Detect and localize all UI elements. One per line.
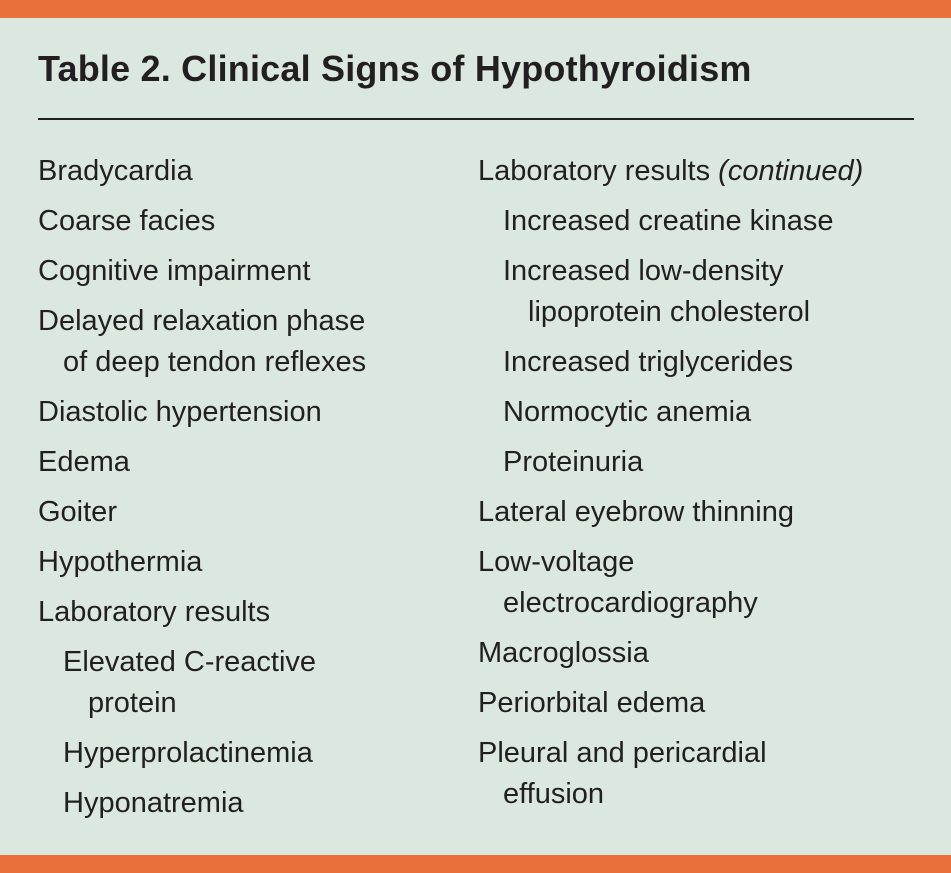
list-item: Lateral eyebrow thinning	[478, 496, 794, 528]
list-group-heading: Laboratory results (continued)	[478, 155, 864, 187]
list-item: Delayed relaxation phase of deep tendon reflexes	[38, 305, 367, 378]
list-item: Low-voltage electrocardiography	[478, 546, 758, 619]
list-subitem: Increased creatine kinase	[503, 205, 834, 237]
list-item: Periorbital edema	[478, 687, 706, 719]
top-accent-bar	[0, 0, 951, 18]
right-column	[478, 151, 918, 824]
list-item: Pleural and pericardial effusion	[478, 737, 767, 810]
list-subitem: Proteinuria	[503, 446, 644, 478]
list-subitem: Increased low-density lipoprotein cholesterol	[503, 255, 811, 328]
list-item: Diastolic hypertension	[38, 396, 322, 428]
list-item: Goiter	[38, 496, 117, 528]
table-title: Table 2. Clinical Signs of Hypothyroidism	[38, 48, 752, 89]
list-subitem: Normocytic anemia	[503, 396, 752, 428]
list-item: Bradycardia	[38, 155, 193, 187]
list-subitem: Increased triglycerides	[503, 346, 794, 378]
list-item: Cognitive impairment	[38, 255, 311, 287]
list-subitem: Hyponatremia	[63, 787, 244, 819]
list-item: Macroglossia	[478, 637, 649, 669]
left-column	[38, 151, 458, 833]
list-subitem: Hyperprolactinemia	[63, 737, 313, 769]
list-group-heading: Laboratory results	[38, 596, 271, 628]
list-item: Edema	[38, 446, 130, 478]
list-subitem: Elevated C-reactive protein	[63, 646, 317, 719]
title-divider	[38, 118, 914, 120]
bottom-accent-bar	[0, 855, 951, 873]
list-item: Hypothermia	[38, 546, 203, 578]
list-item: Coarse facies	[38, 205, 216, 237]
